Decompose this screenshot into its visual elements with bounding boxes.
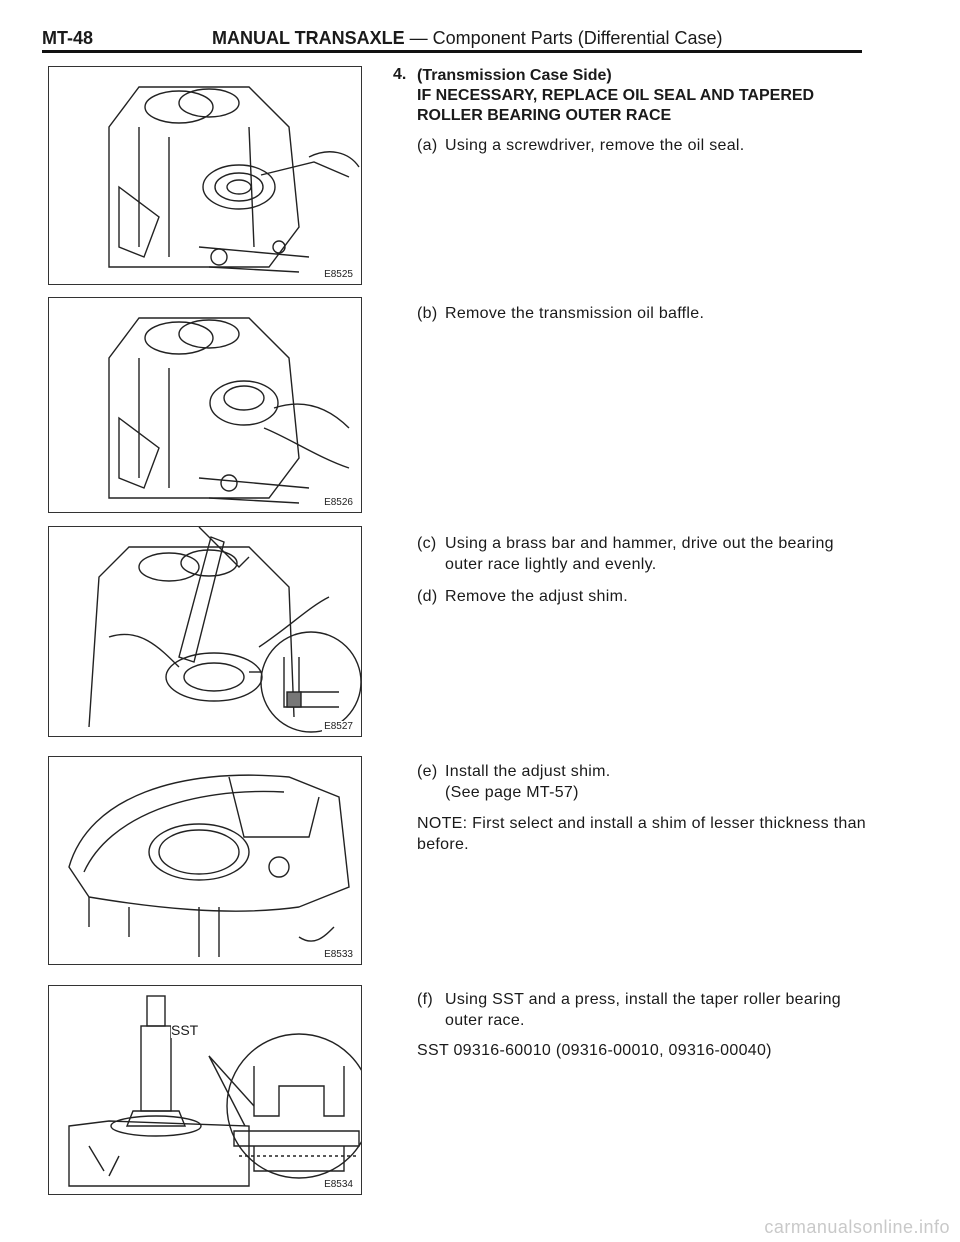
section-subtitle: — Component Parts (Differential Case) <box>404 28 723 48</box>
header-rule <box>42 50 862 53</box>
figure-id: E8525 <box>324 269 353 280</box>
step-number: 4. <box>393 66 407 83</box>
substep-e <box>417 761 867 803</box>
substep-label: (f) <box>417 991 434 1008</box>
step-heading-line2: IF NECESSARY, REPLACE OIL SEAL AND TAPERED ROLLER BEARING OUTER RACE <box>417 87 815 124</box>
substep-f <box>417 989 867 1031</box>
watermark-footer: carmanualsonline.info <box>764 1217 950 1237</box>
substep-label: (e) <box>417 763 438 780</box>
figure-remove-oil-seal <box>48 66 362 285</box>
figure-remove-oil-baffle <box>48 297 362 513</box>
figure-drive-out-outer-race <box>48 526 362 737</box>
step-heading-line1: (Transmission Case Side) <box>417 67 612 84</box>
substep-label: (c) <box>417 535 437 552</box>
substep-text: Using SST and a press, install the taper roller bearing outer race. <box>445 991 841 1029</box>
substep-text: Remove the adjust shim. <box>445 588 628 605</box>
note: NOTE: First select and install a shim of lesser thickness than before. <box>417 815 866 853</box>
figure-id: E8533 <box>324 949 353 960</box>
substep-label: (d) <box>417 588 438 605</box>
section-title: MANUAL TRANSAXLE <box>212 28 405 48</box>
substep-c <box>417 533 867 575</box>
step-heading <box>417 66 867 126</box>
substep-text: Remove the transmission oil baffle. <box>445 305 705 322</box>
illustration-oil-baffle-removal <box>49 298 361 512</box>
figure-install-outer-race-sst <box>48 985 362 1195</box>
substep-text: Install the adjust shim. <box>445 763 611 780</box>
figure-id: E8527 <box>324 721 353 732</box>
illustration-brass-bar-hammer <box>49 527 361 736</box>
figure-install-adjust-shim <box>48 756 362 965</box>
substep-reference: (See page MT-57) <box>445 784 579 801</box>
substep-text: Using a brass bar and hammer, drive out the bearing outer race lightly and evenly. <box>445 535 834 573</box>
substep-d <box>417 586 867 607</box>
substep-label: (a) <box>417 137 438 154</box>
illustration-adjust-shim <box>49 757 361 964</box>
substep-label: (b) <box>417 305 438 322</box>
figure-id: E8526 <box>324 497 353 508</box>
substep-text: Using a screwdriver, remove the oil seal. <box>445 137 745 154</box>
substep-b <box>417 303 867 324</box>
page-code: MT-48 <box>42 28 94 48</box>
sst-part-numbers: SST 09316-60010 (09316-00010, 09316-00040) <box>417 1042 772 1059</box>
illustration-sst-press <box>49 986 361 1194</box>
page-title <box>212 28 722 49</box>
illustration-oil-seal-removal <box>49 67 361 284</box>
substep-a <box>417 135 867 156</box>
figure-id: E8534 <box>324 1179 353 1190</box>
sst-callout: SST <box>171 1022 199 1038</box>
